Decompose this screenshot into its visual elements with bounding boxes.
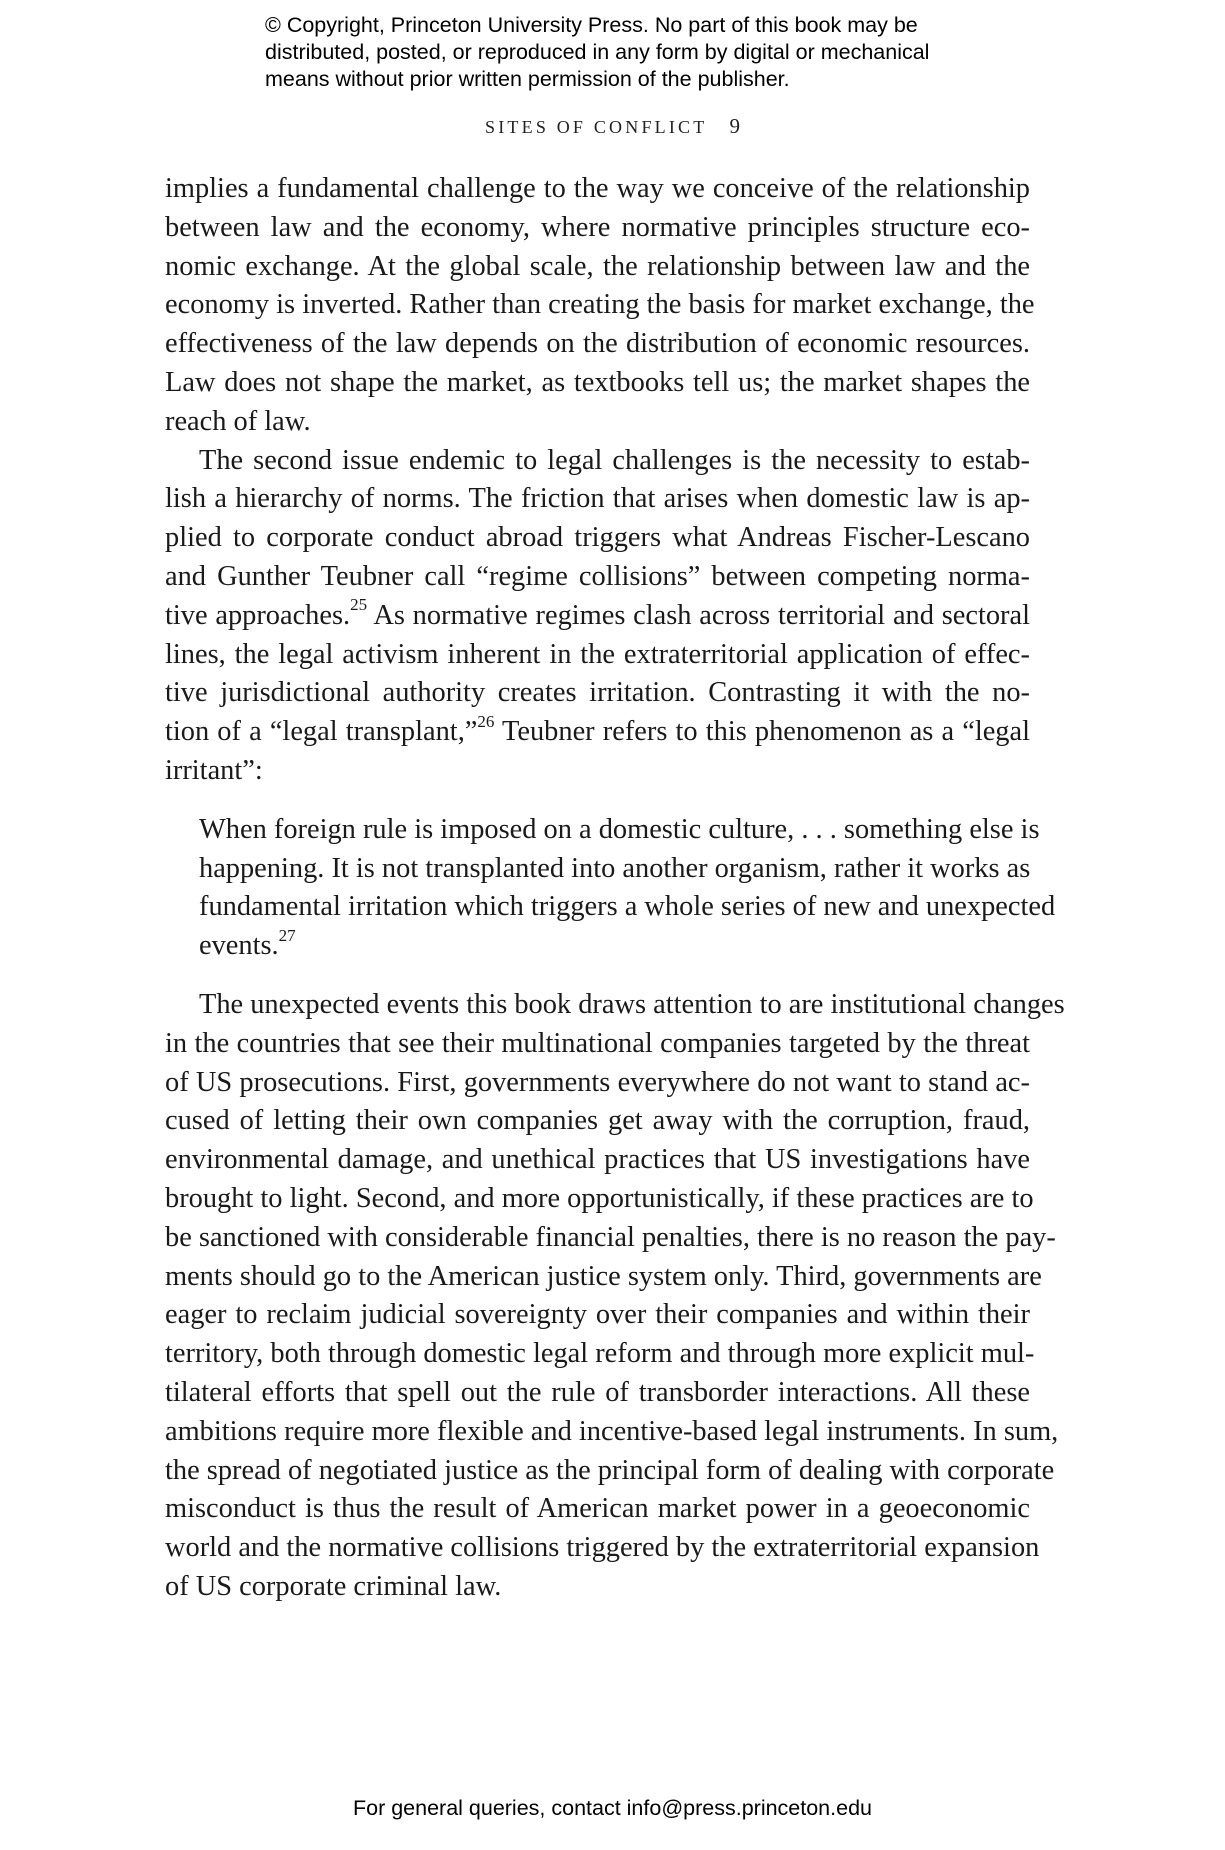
text-fragment: events. [199, 930, 279, 962]
text-fragment: tion of a “legal transplant,” [165, 716, 478, 748]
text-line: When foreign rule is imposed on a domestic culture, . . . something else is [199, 813, 1040, 845]
text-line: lines, the legal activism inherent in the extraterritorial application of effec- [165, 638, 1030, 670]
text-line: plied to corporate conduct abroad triggers what Andreas Fischer-Lescano [165, 522, 1030, 554]
text-line: economy is inverted. Rather than creating the basis for market exchange, the [165, 289, 1035, 321]
footnote-ref-27: 27 [278, 925, 296, 945]
text-line: The second issue endemic to legal challenges is the necessity to estab- [199, 444, 1030, 476]
page-number: 9 [729, 114, 740, 138]
text-line: misconduct is thus the result of American market power in a geoeconomic [165, 1493, 1030, 1525]
text-line [165, 713, 1030, 752]
text-line: Law does not shape the market, as textbooks tell us; the market shapes the [165, 366, 1030, 398]
text-fragment: Teubner refers to this phenomenon as a “legal [494, 716, 1030, 748]
running-head-title: SITES OF CONFLICT [485, 117, 708, 137]
text-fragment: As normative regimes clash across territorial and sectoral [367, 599, 1030, 631]
copyright-line: © Copyright, Princeton University Press. No part of this book may be [265, 13, 918, 37]
text-line: nomic exchange. At the global scale, the relationship between law and the [165, 250, 1030, 282]
text-line: eager to reclaim judicial sovereignty over their companies and within their [165, 1299, 1030, 1331]
text-line: fundamental irritation which triggers a whole series of new and unexpected [199, 891, 1056, 923]
footnote-ref-25: 25 [350, 595, 368, 615]
text-line: world and the normative collisions triggered by the extraterritorial expansion [165, 1532, 1040, 1564]
text-line: The unexpected events this book draws attention to are institutional changes [199, 988, 1065, 1020]
text-line: and Gunther Teubner call “regime collisions” between competing norma- [165, 560, 1030, 592]
text-line: happening. It is not transplanted into another organism, rather it works as [199, 852, 1031, 884]
text-line: between law and the economy, where normative principles structure eco- [165, 211, 1030, 243]
body-text [165, 170, 1065, 1607]
copyright-line: means without prior written permission of the publisher. [265, 67, 790, 91]
text-line: in the countries that see their multinational companies targeted by the threat [165, 1027, 1030, 1059]
text-line: effectiveness of the law depends on the distribution of economic resources. [165, 328, 1030, 360]
paragraph-3 [165, 986, 1065, 1607]
text-line [165, 597, 1030, 636]
text-line: reach of law. [165, 405, 311, 437]
running-head [0, 114, 1225, 139]
text-line: of US prosecutions. First, governments everywhere do not want to stand ac- [165, 1066, 1030, 1098]
text-line: cused of letting their own companies get away with the corruption, fraud, [165, 1105, 1030, 1137]
text-line: irritant”: [165, 754, 263, 786]
text-line: the spread of negotiated justice as the principal form of dealing with corporate [165, 1454, 1055, 1486]
block-quote [199, 811, 1056, 966]
text-line: tilateral efforts that spell out the rule of transborder interactions. All these [165, 1376, 1030, 1408]
text-line: ments should go to the American justice system only. Third, governments are [165, 1260, 1042, 1292]
text-line [199, 927, 1030, 966]
text-fragment: tive approaches. [165, 599, 351, 631]
copyright-notice [265, 12, 985, 93]
text-line: tive jurisdictional authority creates irritation. Contrasting it with the no- [165, 677, 1030, 709]
text-line: be sanctioned with considerable financial penalties, there is no reason the pay- [165, 1221, 1056, 1253]
text-line: territory, both through domestic legal reform and through more explicit mul- [165, 1338, 1035, 1370]
text-line: implies a fundamental challenge to the way we conceive of the relationship [165, 173, 1030, 204]
text-line: lish a hierarchy of norms. The friction that arises when domestic law is ap- [165, 483, 1030, 515]
text-line: of US corporate criminal law. [165, 1570, 502, 1602]
text-line: ambitions require more flexible and incentive-based legal instruments. In sum, [165, 1415, 1059, 1447]
footnote-ref-26: 26 [477, 711, 495, 731]
paragraph-2 [165, 442, 1030, 791]
text-line: environmental damage, and unethical practices that US investigations have [165, 1144, 1030, 1176]
copyright-line: distributed, posted, or reproduced in any form by digital or mechanical [265, 40, 930, 64]
text-line: brought to light. Second, and more opportunistically, if these practices are to [165, 1182, 1034, 1214]
footer-contact: For general queries, contact info@press.princeton.edu [352, 1796, 872, 1820]
paragraph-1 [165, 170, 1035, 442]
